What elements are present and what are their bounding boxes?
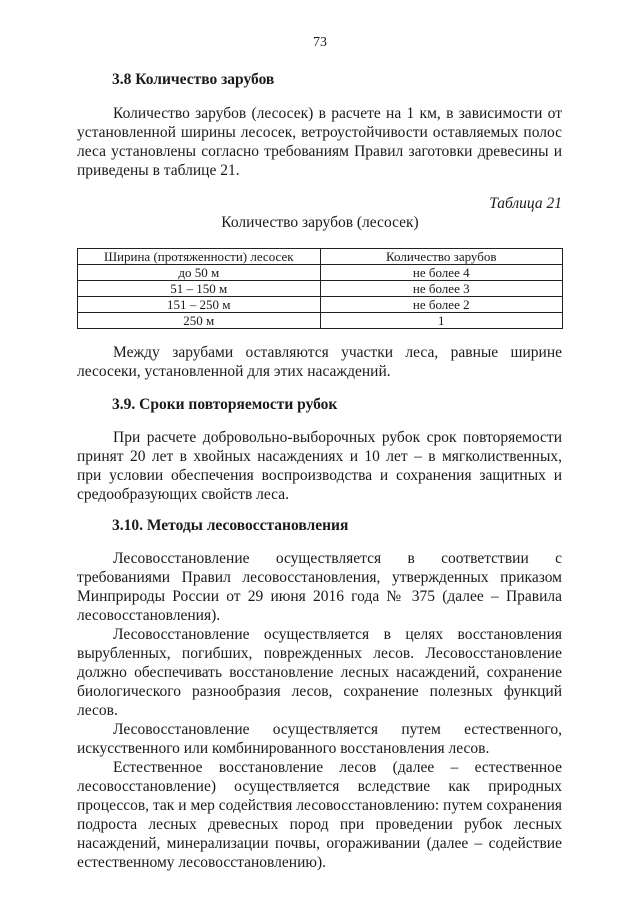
table-cell: 51 – 150 м	[78, 281, 321, 297]
table-cell: 1	[320, 313, 563, 329]
section-heading-3-9: 3.9. Сроки повторяемости рубок	[112, 396, 338, 413]
paragraph-text: Количество зарубов (лесосек) в расчете на 1 км, в зависимости от установленной ширины лесосек, ветроустойчивости оставляемых полос леса установлены согласно требованиям Правил заготовки древесины и приведены в таблице 21.	[77, 105, 562, 179]
table-cell: 151 – 250 м	[78, 297, 321, 313]
paragraph-text: Между зарубами оставляются участки леса, равные ширине лесосеки, установленной для этих насаждений.	[77, 344, 562, 380]
section-3-10-body	[77, 549, 562, 872]
table-row	[78, 297, 563, 313]
table-row	[78, 313, 563, 329]
table-header-row	[78, 249, 563, 265]
section-heading-3-8: 3.8 Количество зарубов	[112, 71, 275, 88]
paragraph-text: При расчете добровольно-выборочных рубок срок повторяемости принят 20 лет в хвойных насаждениях и 10 лет – в мягколиственных, при условии обеспечения воспроизводства и сохранения защитных и средообразующих свойств леса.	[77, 429, 562, 503]
table-cell: не более 3	[320, 281, 563, 297]
page-number: 73	[313, 35, 327, 50]
table-header-cell: Ширина (протяженности) лесосек	[78, 249, 321, 265]
paragraph	[77, 343, 562, 381]
table-cell: до 50 м	[78, 265, 321, 281]
table-row	[78, 281, 563, 297]
paragraph-text: Естественное восстановление лесов (далее – естественное лесовосстановление) осуществляется вследствие как природных процессов, так и мер содействия лесовосстановлению: путем сохранения подроста лесных древесных пород при проведении рубок лесных насаждений, минерализации почвы, огораживании (далее – содействие естественному лесовосстановлению).	[77, 759, 562, 871]
section-heading-3-10: 3.10. Методы лесовосстановления	[112, 517, 349, 534]
paragraph-text: Лесовосстановление осуществляется в целях восстановления вырубленных, погибших, поврежденных лесов. Лесовосстановление должно обеспечивать восстановление лесных насаждений, сохранение биологического разнообразия лесов, сохранение полезных функций лесов.	[77, 626, 562, 719]
table-header-cell: Количество зарубов	[320, 249, 563, 265]
table-row	[78, 265, 563, 281]
table-cell: не более 4	[320, 265, 563, 281]
table-label: Таблица 21	[489, 195, 562, 212]
paragraph	[77, 104, 562, 180]
paragraph-text: Лесовосстановление осуществляется путем естественного, искусственного или комбинированного восстановления лесов.	[77, 721, 562, 757]
table-caption: Количество зарубов (лесосек)	[221, 214, 419, 231]
table-cell: не более 2	[320, 297, 563, 313]
table-cell: 250 м	[78, 313, 321, 329]
paragraph-text: Лесовосстановление осуществляется в соответствии с требованиями Правил лесовосстановления, утвержденных приказом Минприроды России от 29 июня 2016 года № 375 (далее – Правила лесовосстановления).	[77, 550, 562, 624]
paragraph	[77, 428, 562, 504]
table-21	[77, 248, 563, 329]
